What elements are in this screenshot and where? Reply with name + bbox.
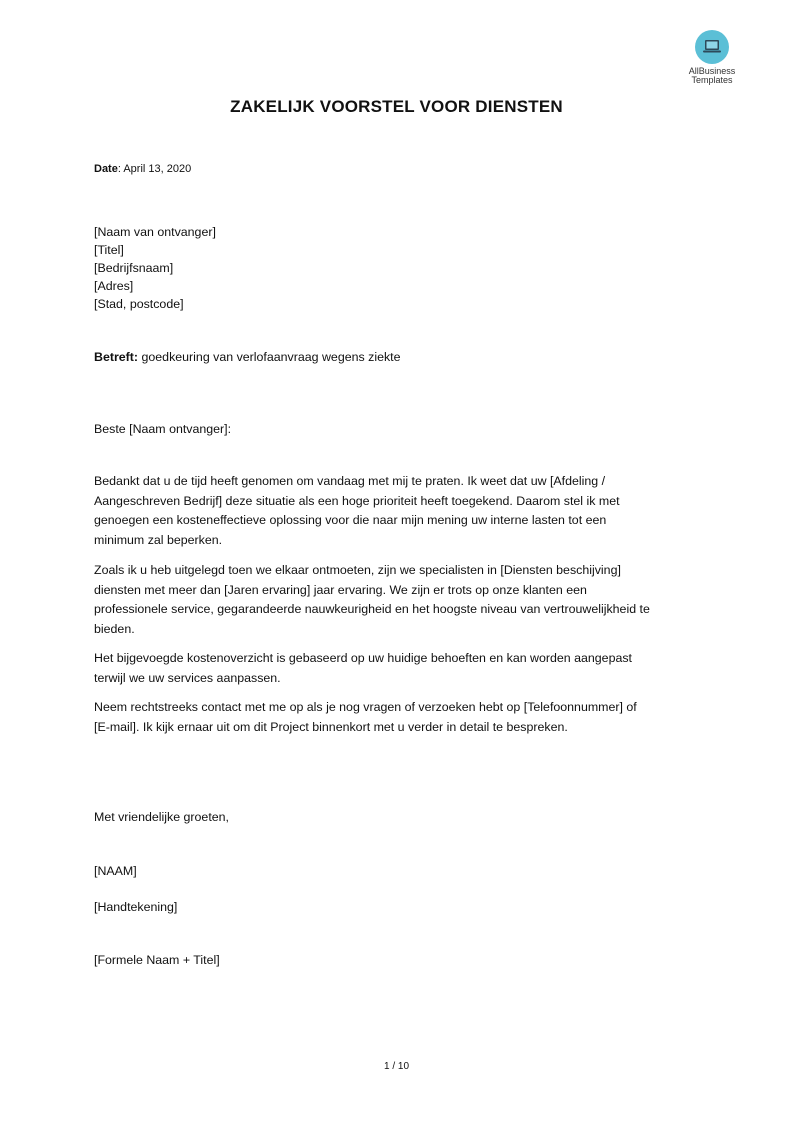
subject-label: Betreft: xyxy=(94,350,139,364)
paragraph-line: diensten met meer dan [Jaren ervaring] jaar ervaring. We zijn er trots op onze klanten een xyxy=(94,582,587,597)
recipient-address: [Adres] xyxy=(94,279,134,293)
paragraph-line: Aangeschreven Bedrijf] deze situatie als een hoge prioriteit heeft toegekend. Daarom stel ik met xyxy=(94,493,620,508)
date-value: : April 13, 2020 xyxy=(117,163,192,175)
body-paragraph-4 xyxy=(94,698,704,737)
formal-name: [Formele Naam + Titel] xyxy=(94,953,220,967)
paragraph-line: Zoals ik u heb uitgelegd toen we elkaar ontmoeten, zijn we specialisten in [Diensten beschijving] xyxy=(94,563,621,577)
paragraph-line: Het bijgevoegde kostenoverzicht is gebaseerd op uw huidige behoeften en kan worden aangepast xyxy=(94,651,632,665)
signature: [Handtekening] xyxy=(94,900,178,914)
salutation: Beste [Naam ontvanger]: xyxy=(94,422,232,436)
recipient-title: [Titel] xyxy=(94,243,124,257)
recipient-name: [Naam van ontvanger] xyxy=(94,225,216,239)
logo-line-1: AllBusiness xyxy=(688,66,736,76)
page-number: 1 / 10 xyxy=(383,1061,410,1072)
paragraph-line: Bedankt dat u de tijd heeft genomen om vandaag met mij te praten. Ik weet dat uw [Afdeling / xyxy=(94,474,606,488)
recipient-block xyxy=(94,223,216,313)
logo xyxy=(682,30,742,85)
document-title: ZAKELIJK VOORSTEL VOOR DIENSTEN xyxy=(230,97,563,116)
body-paragraph-3 xyxy=(94,649,704,688)
recipient-company: [Bedrijfsnaam] xyxy=(94,261,174,275)
paragraph-line: minimum zal beperken. xyxy=(94,532,223,547)
recipient-city: [Stad, postcode] xyxy=(94,297,184,311)
sender-name: [NAAM] xyxy=(94,864,137,878)
body-paragraph-1 xyxy=(94,472,704,550)
date-line xyxy=(94,160,191,178)
closing: Met vriendelijke groeten, xyxy=(94,810,229,824)
body-paragraph-2 xyxy=(94,561,704,639)
laptop-icon xyxy=(695,30,729,64)
subject-line xyxy=(94,348,401,366)
paragraph-line: genoegen een kosteneffectieve oplossing voor die naar mijn mening uw interne lasten tot een xyxy=(94,513,607,527)
paragraph-line: Neem rechtstreeks contact met me op als je nog vragen of verzoeken hebt op [Telefoonnummer] of xyxy=(94,700,637,714)
subject-value: goedkeuring van verlofaanvraag wegens ziekte xyxy=(138,350,401,364)
paragraph-line: professionele service, gegarandeerde nauwkeurigheid en het hoogste niveau van vertrouwelijkheid te xyxy=(94,602,650,616)
paragraph-line: bieden. xyxy=(94,621,135,636)
paragraph-line: [E-mail]. Ik kijk ernaar uit om dit Project binnenkort met u verder in detail te bespreken. xyxy=(94,719,568,734)
logo-line-2: Templates xyxy=(691,75,733,85)
paragraph-line: terwijl we uw services aanpassen. xyxy=(94,670,281,685)
logo-text xyxy=(682,67,742,85)
date-label: Date xyxy=(94,163,118,175)
